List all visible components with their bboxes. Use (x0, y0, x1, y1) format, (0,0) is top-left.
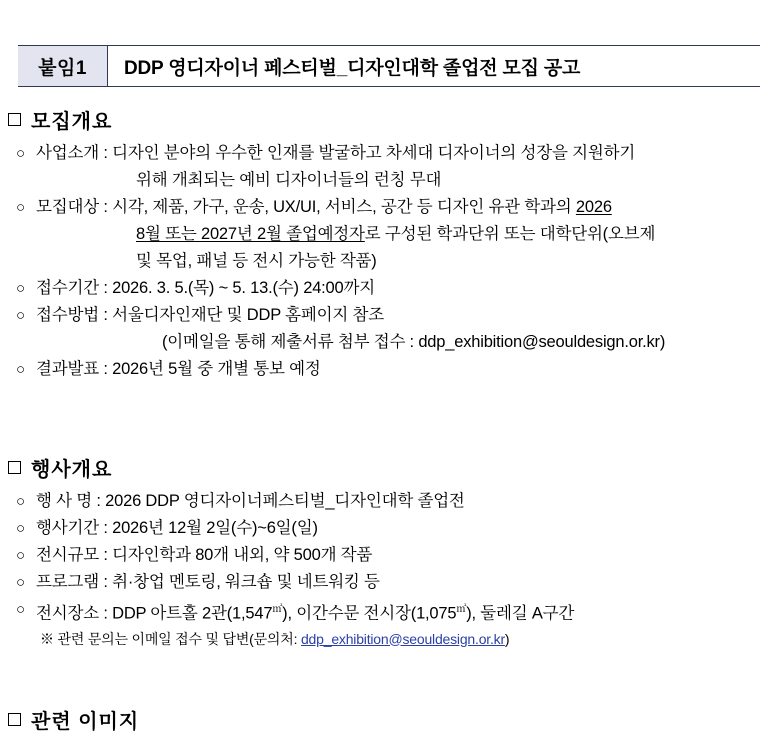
bullet-circle-icon: ○ (16, 199, 25, 216)
document-title-bar (18, 45, 760, 87)
section-heading-image (8, 705, 139, 734)
venue-unit-1: ㎡ (272, 604, 283, 615)
bullet-circle-icon: ○ (16, 493, 25, 510)
section-heading-recruit (8, 105, 112, 134)
section-heading-image-label: 관련 이미지 (31, 711, 140, 733)
list-item-text: 행 사 명 : 2026 DDP 영디자이너페스티벌_디자인대학 졸업전 (36, 492, 465, 510)
list-item (16, 140, 771, 167)
section-heading-recruit-label: 모집개요 (31, 111, 113, 133)
list-item-text (36, 194, 771, 221)
inquiry-note (16, 628, 771, 650)
inquiry-email-link[interactable]: ddp_exhibition@seouldesign.or.kr (300, 630, 505, 647)
bullet-circle-icon: ○ (16, 145, 25, 162)
list-item-text: 및 목업, 패널 등 전시 가능한 작품) (136, 252, 377, 270)
list-item-continuation (16, 221, 771, 248)
inquiry-note-prefix: ※ 관련 문의는 이메일 접수 및 답변(문의처: (40, 630, 301, 647)
checkbox-square-icon (8, 461, 21, 474)
bullet-circle-icon: ○ (16, 574, 25, 591)
target-underline-year: 2026 (575, 198, 612, 216)
venue-unit-2: ㎡ (456, 604, 467, 615)
list-item (16, 515, 771, 542)
list-item-continuation (16, 329, 771, 356)
event-items (16, 488, 771, 650)
venue-text (36, 596, 771, 628)
list-item-text: 위해 개최되는 예비 디자이너들의 런칭 무대 (136, 171, 442, 189)
bullet-circle-icon: ○ (16, 280, 25, 297)
target-underline-date: 8월 또는 2027년 2월 졸업예정자 (136, 225, 365, 243)
venue-suffix: ), 둘레길 A구간 (466, 604, 575, 623)
list-item-text: 사업소개 : 디자인 분야의 우수한 인재를 발굴하고 차세대 디자이너의 성장을 지원하기 (36, 144, 636, 162)
section-heading-event (8, 453, 112, 482)
attachment-tag: 붙임1 (18, 46, 108, 86)
inquiry-note-suffix: ) (504, 630, 510, 647)
venue-mid: ), 이간수문 전시장(1,075 (282, 604, 457, 623)
list-item-text: 접수기간 : 2026. 3. 5.(목) ~ 5. 13.(수) 24:00까지 (36, 279, 375, 297)
bullet-circle-icon: ○ (16, 361, 25, 378)
document-title: DDP 영디자이너 페스티벌_디자인대학 졸업전 모집 공고 (124, 57, 581, 79)
list-item (16, 542, 771, 569)
checkbox-square-icon (8, 713, 21, 726)
checkbox-square-icon (8, 113, 21, 126)
list-item-text: 전시규모 : 디자인학과 80개 내외, 약 500개 작품 (36, 546, 373, 564)
bullet-circle-icon: ○ (16, 520, 25, 537)
section-heading-event-label: 행사개요 (31, 459, 113, 481)
submission-email-text: (이메일을 통해 제출서류 첨부 접수 : ddp_exhibition@seouldesign.or.kr) (162, 333, 666, 351)
list-item-text: 프로그램 : 취·창업 멘토링, 워크숍 및 네트워킹 등 (36, 573, 380, 591)
venue-prefix: 전시장소 : DDP 아트홀 2관(1,547 (36, 604, 273, 623)
recruit-items (16, 140, 771, 383)
target-prefix: 모집대상 : 시각, 제품, 가구, 운송, UX/UI, 서비스, 공간 등 디자인 유관 학과의 (36, 198, 576, 216)
list-item (16, 275, 771, 302)
list-item-continuation (16, 167, 771, 194)
list-item-venue (16, 596, 771, 628)
target-rest: 로 구성된 학과단위 또는 대학단위(오브제 (364, 225, 656, 243)
list-item-text: 행사기간 : 2026년 12월 2일(수)~6일(일) (36, 519, 318, 537)
list-item (16, 356, 771, 383)
list-item (16, 302, 771, 329)
bullet-circle-icon: ○ (16, 547, 25, 564)
bullet-circle-icon: ○ (16, 307, 25, 324)
list-item-text (136, 221, 771, 248)
list-item-text: 결과발표 : 2026년 5월 중 개별 통보 예정 (36, 360, 321, 378)
list-item (16, 194, 771, 221)
list-item-continuation (16, 248, 771, 275)
list-item (16, 488, 771, 515)
bullet-circle-icon: ○ (16, 601, 25, 618)
list-item (16, 569, 771, 596)
list-item-text: 접수방법 : 서울디자인재단 및 DDP 홈페이지 참조 (36, 306, 384, 324)
